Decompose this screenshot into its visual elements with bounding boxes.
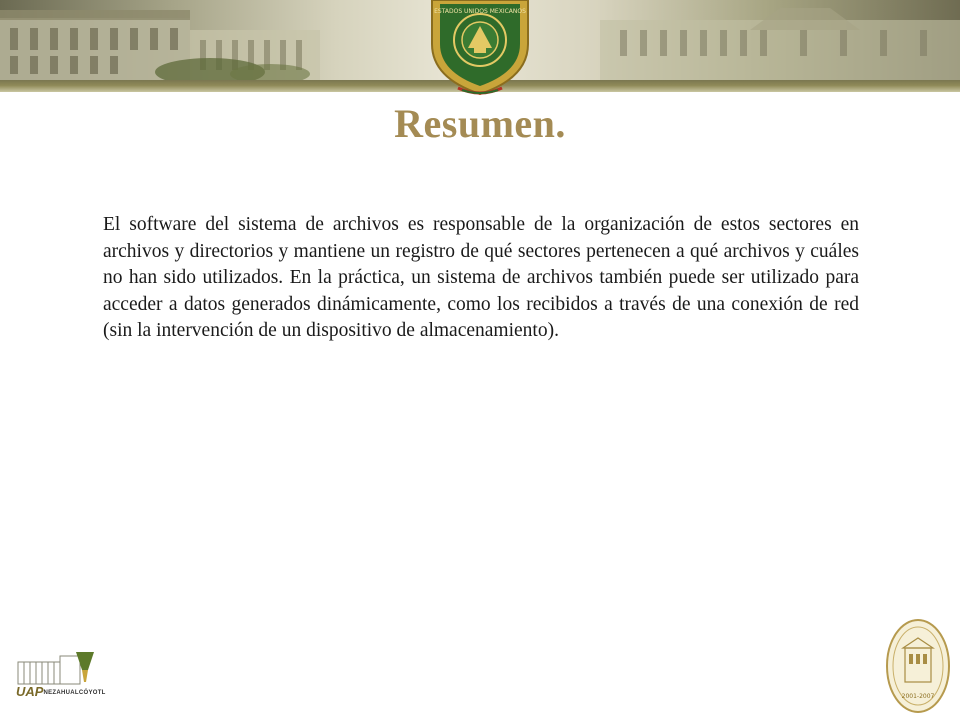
slide-body-text: El software del sistema de archivos es responsable de la organización de estos sectores en archivos y directorios y mantiene un registro de qué sectores pertenecen a qué archivos y cuáles no han sido utilizados. En la práctica, un sistema de archivos también puede ser utilizado para acceder a datos generados dinámicamente, como los recibidos a través de una conexión de red (sin la intervención de un dispositivo de almacenamiento). [103, 214, 859, 341]
slide-title: Resumen. [394, 101, 566, 146]
uap-logo-subtitle: NEZAHUALCÓYOTL [43, 690, 106, 696]
seal-years: 2001-2007 [901, 693, 935, 700]
crest-text: ESTADOS UNIDOS MEXICANOS [434, 8, 526, 15]
uap-logo-text: UAP [16, 684, 44, 699]
anniversary-seal-icon [885, 618, 951, 714]
uap-logo-label [16, 684, 106, 699]
university-crest-icon [418, 0, 542, 96]
